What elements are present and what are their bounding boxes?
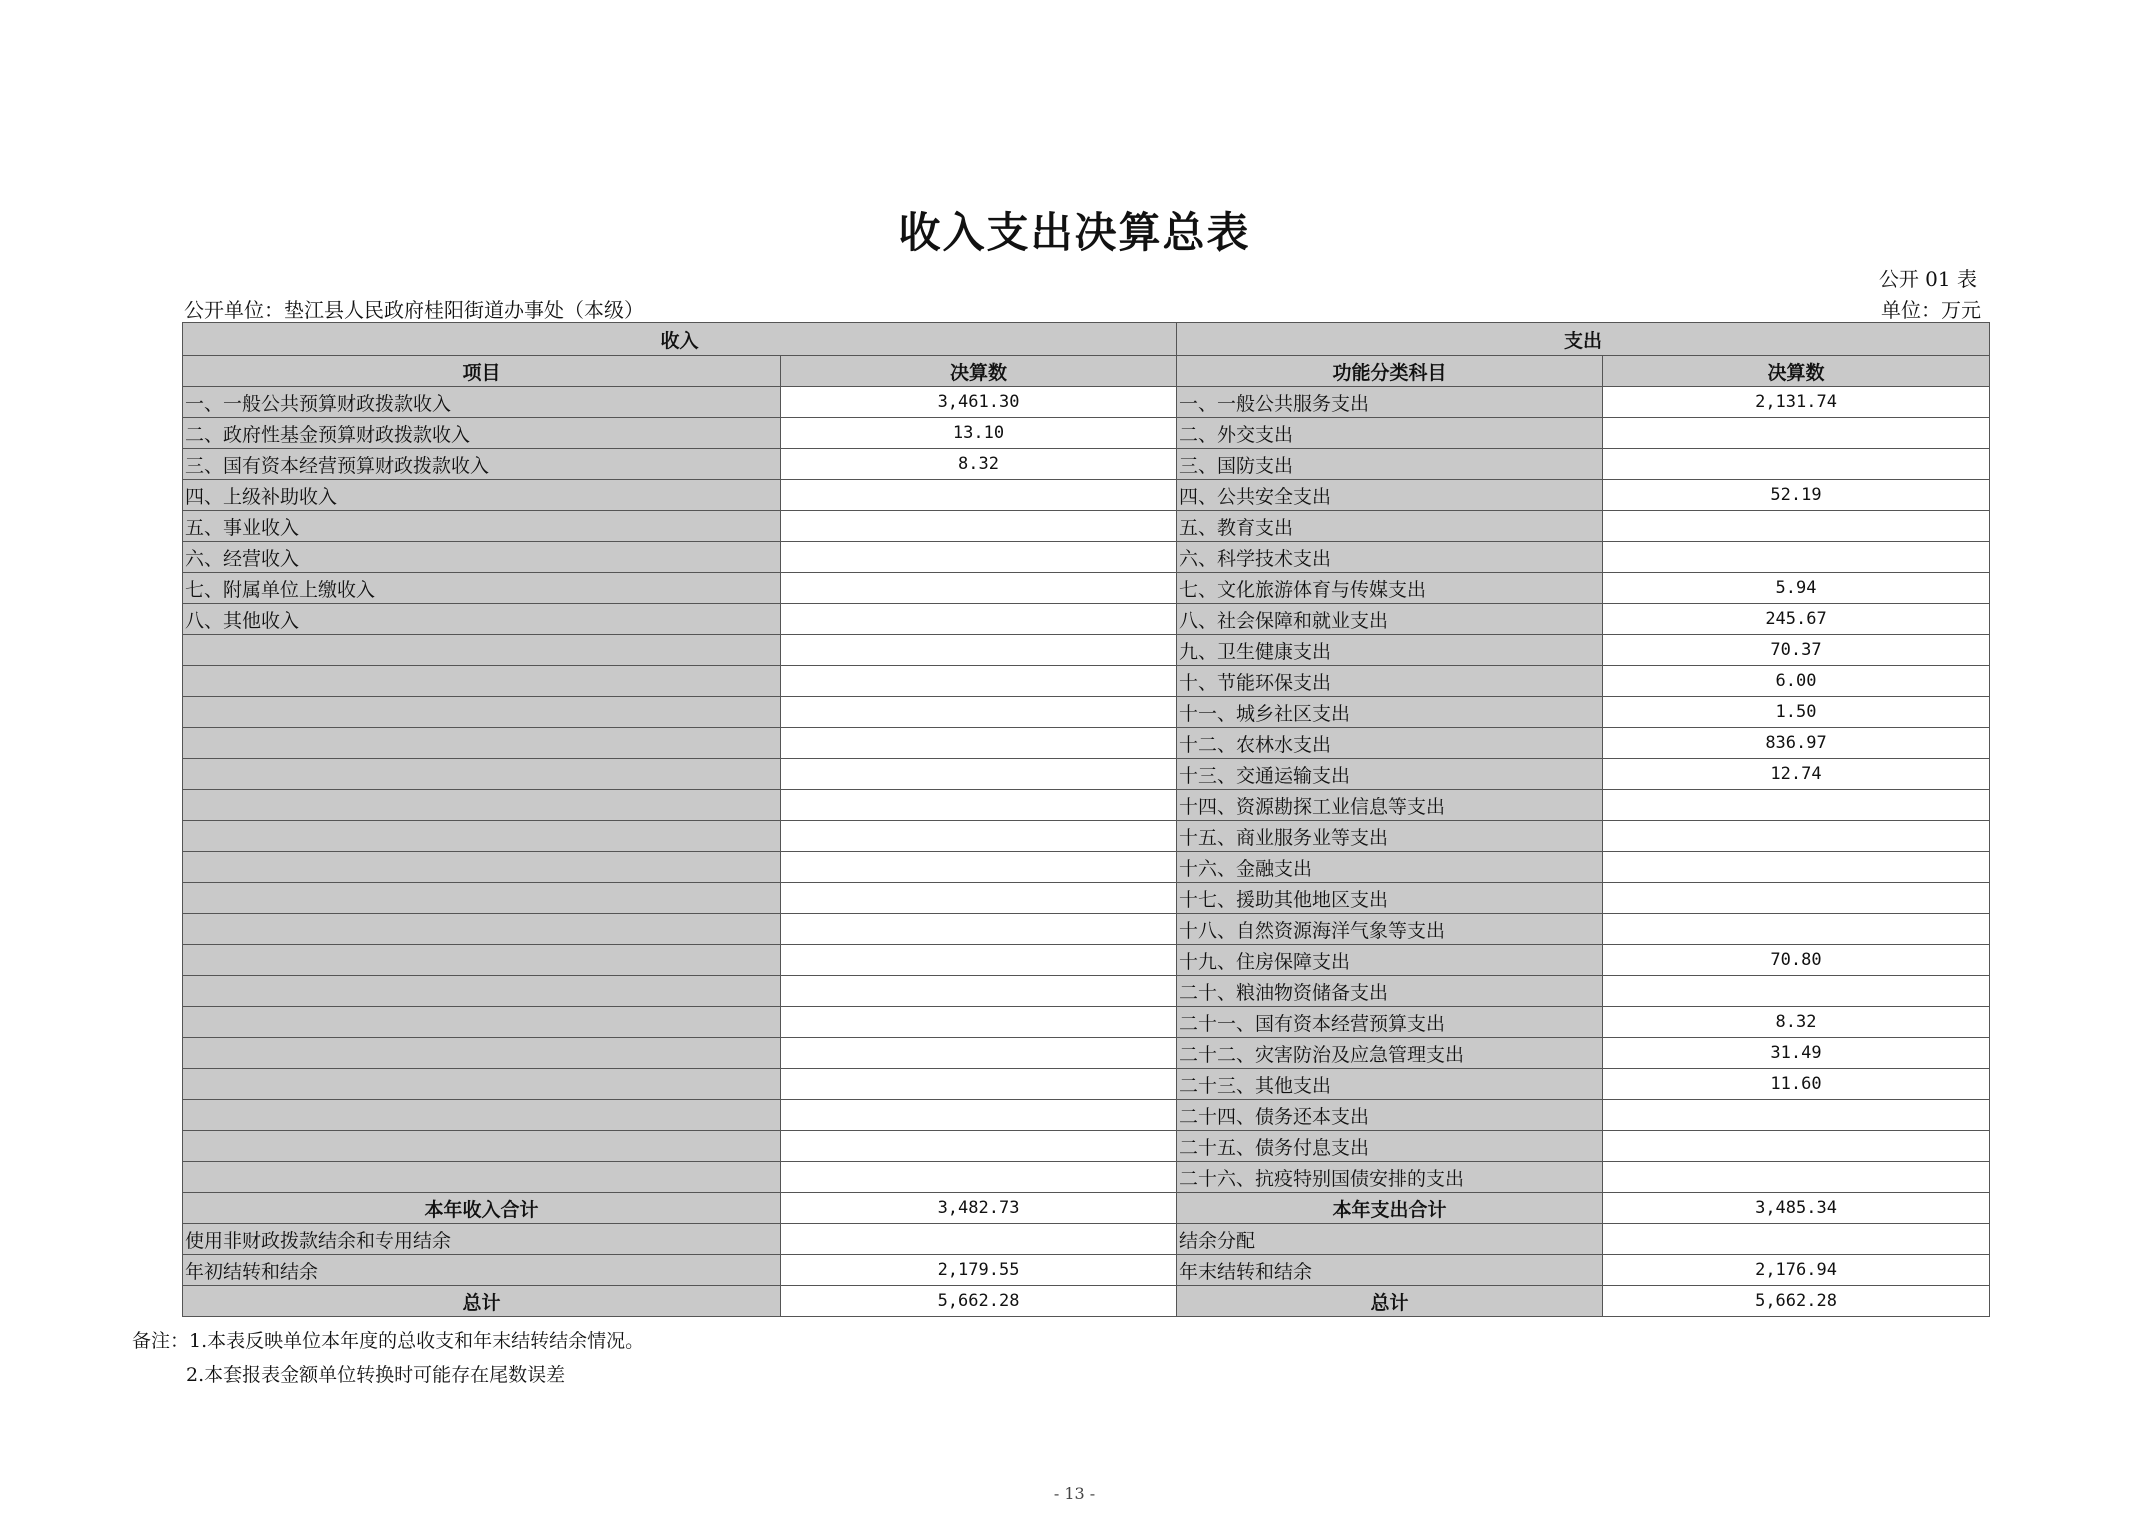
expense-amount-cell: 245.67 [1603,604,1990,635]
income-amount-cell [781,883,1177,914]
income-amount-cell [781,480,1177,511]
income-amount-cell [781,790,1177,821]
annual-total-row [183,1193,1990,1224]
expense-amount-cell [1603,976,1990,1007]
expense-item-cell: 二十一、国有资本经营预算支出 [1177,1007,1603,1038]
income-amount-cell [781,666,1177,697]
income-item-cell [183,883,781,914]
income-item-cell [183,914,781,945]
income-amount-column-header: 决算数 [781,356,1177,387]
expense-item-cell: 二十六、抗疫特别国债安排的支出 [1177,1162,1603,1193]
income-item-cell [183,945,781,976]
expense-total-value: 3,485.34 [1603,1193,1990,1224]
expense-header: 支出 [1177,323,1990,356]
expense-item-cell: 十八、自然资源海洋气象等支出 [1177,914,1603,945]
surplus-allocation-label: 结余分配 [1177,1224,1603,1255]
expense-amount-cell: 6.00 [1603,666,1990,697]
expense-amount-cell [1603,1162,1990,1193]
income-item-cell [183,1100,781,1131]
income-amount-cell [781,728,1177,759]
grand-total-label-left: 总计 [183,1286,781,1317]
income-total-label: 本年收入合计 [183,1193,781,1224]
expense-item-cell: 九、卫生健康支出 [1177,635,1603,666]
expense-item-cell: 十五、商业服务业等支出 [1177,821,1603,852]
expense-amount-cell: 70.37 [1603,635,1990,666]
table-row [183,945,1990,976]
income-item-cell: 五、事业收入 [183,511,781,542]
note-line-1: 备注：1.本表反映单位本年度的总收支和年末结转结余情况。 [132,1330,645,1352]
note-line-2: 2.本套报表金额单位转换时可能存在尾数误差 [186,1364,566,1386]
income-item-cell [183,728,781,759]
table-header-row [183,323,1990,356]
income-item-cell: 三、国有资本经营预算财政拨款收入 [183,449,781,480]
income-amount-cell [781,1131,1177,1162]
table-row [183,1069,1990,1100]
income-amount-cell [781,573,1177,604]
grand-total-value-left: 5,662.28 [781,1286,1177,1317]
notes [132,1324,644,1392]
income-amount-cell [781,1007,1177,1038]
table-number: 公开 01 表 [1878,267,1977,291]
table-row [183,449,1990,480]
income-amount-cell: 8.32 [781,449,1177,480]
income-item-cell: 七、附属单位上缴收入 [183,573,781,604]
expense-total-label: 本年支出合计 [1177,1193,1603,1224]
income-item-cell [183,1131,781,1162]
income-amount-cell [781,976,1177,1007]
nonfiscal-label: 使用非财政拨款结余和专用结余 [183,1224,781,1255]
page-title: 收入支出决算总表 [898,208,1251,257]
grand-total-value-right: 5,662.28 [1603,1286,1990,1317]
income-amount-cell [781,914,1177,945]
expense-item-cell: 二、外交支出 [1177,418,1603,449]
income-item-cell [183,852,781,883]
table-row [183,604,1990,635]
table-row [183,1131,1990,1162]
table-row [183,480,1990,511]
income-item-cell: 四、上级补助收入 [183,480,781,511]
expense-item-cell: 二十五、债务付息支出 [1177,1131,1603,1162]
expense-item-cell: 八、社会保障和就业支出 [1177,604,1603,635]
expense-amount-cell: 2,131.74 [1603,387,1990,418]
expense-amount-cell: 836.97 [1603,728,1990,759]
income-amount-cell [781,511,1177,542]
table-row [183,790,1990,821]
table-row [183,542,1990,573]
expense-amount-cell: 31.49 [1603,1038,1990,1069]
income-item-cell: 二、政府性基金预算财政拨款收入 [183,418,781,449]
organization-label: 公开单位：垫江县人民政府桂阳街道办事处（本级） [184,298,644,322]
income-item-cell [183,759,781,790]
expense-item-cell: 十、节能环保支出 [1177,666,1603,697]
expense-amount-cell: 12.74 [1603,759,1990,790]
income-amount-cell [781,852,1177,883]
income-item-cell [183,1069,781,1100]
expense-amount-cell [1603,821,1990,852]
income-amount-cell: 13.10 [781,418,1177,449]
end-balance-label: 年末结转和结余 [1177,1255,1603,1286]
table-row [183,976,1990,1007]
income-item-cell: 八、其他收入 [183,604,781,635]
expense-amount-cell [1603,914,1990,945]
income-amount-cell [781,604,1177,635]
balance-row [183,1255,1990,1286]
table-row [183,914,1990,945]
column-header-row [183,356,1990,387]
table-row [183,1100,1990,1131]
expense-item-cell: 十九、住房保障支出 [1177,945,1603,976]
income-amount-cell: 3,461.30 [781,387,1177,418]
income-amount-cell [781,542,1177,573]
surplus-allocation-value [1603,1224,1990,1255]
nonfiscal-value [781,1224,1177,1255]
expense-amount-cell [1603,1100,1990,1131]
expense-amount-cell [1603,790,1990,821]
income-item-cell: 一、一般公共预算财政拨款收入 [183,387,781,418]
expense-item-cell: 三、国防支出 [1177,449,1603,480]
table-row [183,759,1990,790]
income-total-value: 3,482.73 [781,1193,1177,1224]
expense-item-cell: 二十、粮油物资储备支出 [1177,976,1603,1007]
table-row [183,1038,1990,1069]
expense-amount-cell [1603,1131,1990,1162]
page-number: - 13 - [1053,1484,1096,1503]
income-amount-cell [781,635,1177,666]
income-amount-cell [781,945,1177,976]
income-item-cell [183,1162,781,1193]
income-item-cell [183,1007,781,1038]
table-row [183,573,1990,604]
expense-amount-cell: 5.94 [1603,573,1990,604]
end-balance-value: 2,176.94 [1603,1255,1990,1286]
expense-amount-cell [1603,883,1990,914]
table-row [183,387,1990,418]
income-item-cell [183,635,781,666]
expense-item-cell: 十一、城乡社区支出 [1177,697,1603,728]
expense-item-cell: 二十三、其他支出 [1177,1069,1603,1100]
table-row [183,821,1990,852]
table-row [183,1162,1990,1193]
expense-amount-cell [1603,542,1990,573]
expense-amount-cell: 11.60 [1603,1069,1990,1100]
income-item-cell: 六、经营收入 [183,542,781,573]
income-amount-cell [781,1100,1177,1131]
expense-item-cell: 二十四、债务还本支出 [1177,1100,1603,1131]
income-amount-cell [781,1069,1177,1100]
income-amount-cell [781,1162,1177,1193]
table-row [183,1007,1990,1038]
expense-amount-cell [1603,449,1990,480]
expense-item-cell: 十二、农林水支出 [1177,728,1603,759]
expense-amount-column-header: 决算数 [1603,356,1990,387]
expense-item-cell: 六、科学技术支出 [1177,542,1603,573]
expense-item-cell: 五、教育支出 [1177,511,1603,542]
income-item-cell [183,1038,781,1069]
table-row [183,635,1990,666]
table-row [183,666,1990,697]
income-item-cell [183,821,781,852]
expense-item-cell: 二十二、灾害防治及应急管理支出 [1177,1038,1603,1069]
income-amount-cell [781,697,1177,728]
expense-amount-cell: 70.80 [1603,945,1990,976]
income-item-cell [183,976,781,1007]
income-item-cell [183,697,781,728]
grand-total-label-right: 总计 [1177,1286,1603,1317]
item-column-header: 项目 [183,356,781,387]
income-item-cell [183,790,781,821]
income-amount-cell [781,821,1177,852]
expense-amount-cell [1603,852,1990,883]
expense-item-cell: 十七、援助其他地区支出 [1177,883,1603,914]
expense-amount-cell: 52.19 [1603,480,1990,511]
expense-item-cell: 十三、交通运输支出 [1177,759,1603,790]
income-item-cell [183,666,781,697]
expense-item-cell: 四、公共安全支出 [1177,480,1603,511]
table-row [183,511,1990,542]
table-row [183,697,1990,728]
table-row [183,728,1990,759]
table-row [183,418,1990,449]
income-amount-cell [781,1038,1177,1069]
income-header: 收入 [183,323,1177,356]
begin-balance-value: 2,179.55 [781,1255,1177,1286]
expense-amount-cell [1603,418,1990,449]
function-item-column-header: 功能分类科目 [1177,356,1603,387]
expense-amount-cell: 8.32 [1603,1007,1990,1038]
expense-item-cell: 十六、金融支出 [1177,852,1603,883]
income-expense-table [182,322,1990,1317]
begin-balance-label: 年初结转和结余 [183,1255,781,1286]
table-row [183,883,1990,914]
unit-label: 单位：万元 [1881,298,1981,322]
expense-item-cell: 七、文化旅游体育与传媒支出 [1177,573,1603,604]
nonfiscal-row [183,1224,1990,1255]
income-amount-cell [781,759,1177,790]
expense-item-cell: 十四、资源勘探工业信息等支出 [1177,790,1603,821]
grand-total-row [183,1286,1990,1317]
expense-amount-cell [1603,511,1990,542]
table-row [183,852,1990,883]
expense-amount-cell: 1.50 [1603,697,1990,728]
expense-item-cell: 一、一般公共服务支出 [1177,387,1603,418]
